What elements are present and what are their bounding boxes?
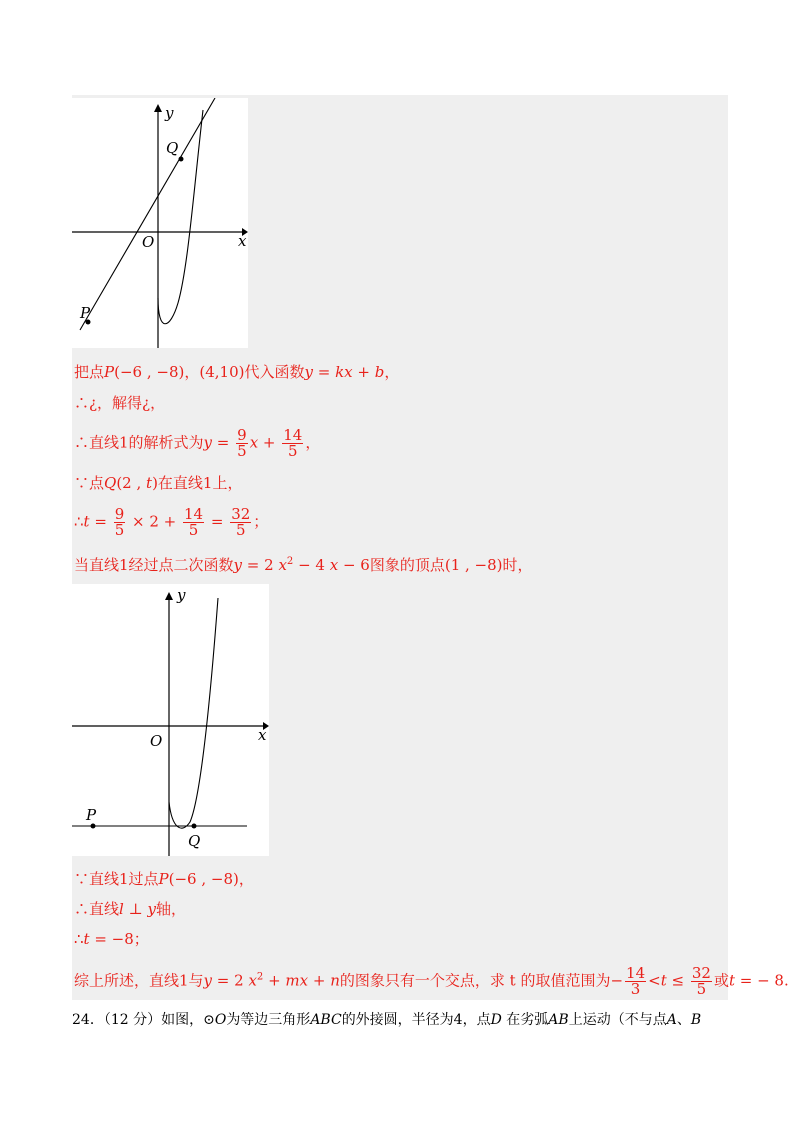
text-run: ∵点 [74,474,105,492]
text-run: + [258,433,281,452]
text-run: 在直线1上， [157,474,243,492]
text-run: ≤ [666,971,689,990]
point-q-label: Q [166,139,179,157]
numerator: 32 [231,505,251,523]
fraction [114,507,126,538]
point-q-label: Q [188,832,201,850]
exponent: 2 [256,971,264,983]
var-x: x [248,971,257,990]
perpendicular-symbol: ⊥ [123,900,148,918]
text-run: ， [384,363,400,381]
text-run: 当直线1经过点二次函数 [74,556,234,574]
text-line-2 [74,393,165,413]
text-run: ； [253,512,269,531]
point-p-label: P [86,806,97,824]
numerator: 9 [237,426,247,444]
denominator: 3 [630,980,641,998]
graph-1-svg [72,98,248,348]
coord-q: (4,10) [199,363,245,381]
var-o: O [214,1012,227,1028]
graph-2-svg [72,584,269,856]
circle-symbol: ⊙ [203,1012,215,1028]
point-q-dot [179,157,184,162]
less-than: < [648,971,661,990]
text-line-10 [74,966,789,997]
var-x: x [329,556,339,574]
point-q-dot [192,824,197,829]
text-run: ) [152,474,158,492]
var-t: t [660,971,667,990]
text-run: + [263,971,286,990]
var-n: n [330,971,340,990]
point-p-dot [91,824,96,829]
text-run: × 2 + [127,512,181,531]
x-axis-label: x [258,726,267,744]
coord-p: (−6 , −8) [168,870,239,888]
numerator: 9 [114,505,125,523]
text-run: 上运动（不与点 [568,1012,667,1028]
text-run: ∴ [74,930,84,948]
exponent: 2 [286,556,294,567]
var-t: t [83,512,90,531]
text-run: 把点 [74,363,105,381]
text-run: = −8 [89,930,134,948]
var-l: l [119,900,124,918]
text-run: 时， [502,556,533,574]
text-run: = 2 [212,971,249,990]
var-y: y [203,433,213,452]
var-q: Q [104,474,117,492]
numerator: 32 [691,964,711,982]
text-line-5 [74,507,268,538]
text-line-7 [74,869,254,889]
question-24 [72,1010,701,1030]
var-y: y [233,556,243,574]
text-run: 或 [713,971,729,990]
text-run: = [212,433,235,452]
denominator: 5 [696,980,707,998]
text-run: 的图象只有一个交点，求 t 的取值范围为 [339,971,611,990]
text-run: 轴， [155,900,186,918]
text-run: ， [238,870,254,888]
text-line-6 [74,552,533,575]
text-run: ∴直线1的解析式为 [74,433,204,452]
text-run: ， [184,363,200,381]
text-run: ∵直线1过点 [74,870,159,888]
text-run: + [352,363,375,381]
var-kx: kx [335,363,353,381]
var-y: y [147,900,156,918]
graph-figure-1 [72,98,248,348]
var-t: t [83,930,90,948]
text-run: = − 8 [734,971,784,990]
var-abc: ABC [310,1012,342,1028]
numerator: 14 [626,964,646,982]
origin-label: O [142,233,155,251]
text-run: = [206,512,229,531]
text-run: ∴¿，解得¿， [74,394,166,412]
text-run: ∴直线 [74,900,120,918]
denominator: 5 [114,521,125,539]
text-run: 代入函数 [244,363,305,381]
y-axis-arrow [154,104,162,112]
text-run: − 6 [338,556,370,574]
graph-figure-2 [72,584,269,856]
var-p: P [158,870,169,888]
var-a: A [666,1012,677,1028]
text-run: (2 , [116,474,147,492]
numerator: 14 [184,505,204,523]
var-t: t [728,971,735,990]
fraction [236,428,248,459]
denominator: 5 [235,521,246,539]
text-run: ∴ [74,512,84,531]
var-d: D [490,1012,502,1028]
fraction [691,966,712,997]
var-b: B [690,1012,702,1028]
text-run: − 4 [293,556,330,574]
fraction [183,507,204,538]
denominator: 5 [188,521,199,539]
text-run: 为等边三角形 [226,1012,311,1028]
text-line-9 [74,929,149,949]
text-line-3 [74,428,320,459]
denominator: 5 [237,442,247,460]
var-b: b [374,363,385,381]
coord-p: (−6 , −8) [114,363,185,381]
var-p: P [104,363,115,381]
var-t: t [146,474,153,492]
text-line-8 [74,899,186,919]
text-run: . [783,971,789,990]
text-run: 综上所述，直线1与 [74,971,204,990]
text-run: ； [133,930,149,948]
text-run: 、 [676,1012,691,1028]
y-axis-label: y [177,586,186,604]
fraction [230,507,251,538]
y-axis-label: y [165,104,174,122]
text-line-4 [74,473,242,493]
text-line-1 [74,362,399,382]
coord-vertex: (1 , −8) [444,556,503,574]
var-x: x [249,433,259,452]
text-run: = [312,363,336,381]
var-y: y [203,971,213,990]
var-y: y [304,363,313,381]
origin-label: O [150,732,163,750]
var-mx: mx [285,971,309,990]
point-p-label: P [80,304,91,322]
var-ab: AB [548,1012,569,1028]
parabola-curve [169,598,218,828]
text-run: = 2 [242,556,279,574]
parabola-curve [158,110,203,324]
x-axis-label: x [238,232,247,250]
text-run: + [308,971,331,990]
text-run: 图象的顶点 [369,556,445,574]
minus-sign: − [610,971,624,990]
numerator: 14 [283,426,303,444]
fraction [282,428,303,459]
fraction [625,966,646,997]
text-run: = [89,512,112,531]
denominator: 5 [288,442,298,460]
y-axis-arrow [165,592,173,600]
text-run: ， [305,433,321,452]
text-run: 24．（12 分）如图， [72,1012,204,1028]
text-run: 在劣弧 [501,1012,549,1028]
text-run: 的外接圆，半径为4，点 [341,1012,491,1028]
straight-line [80,98,215,330]
var-x: x [278,556,287,574]
